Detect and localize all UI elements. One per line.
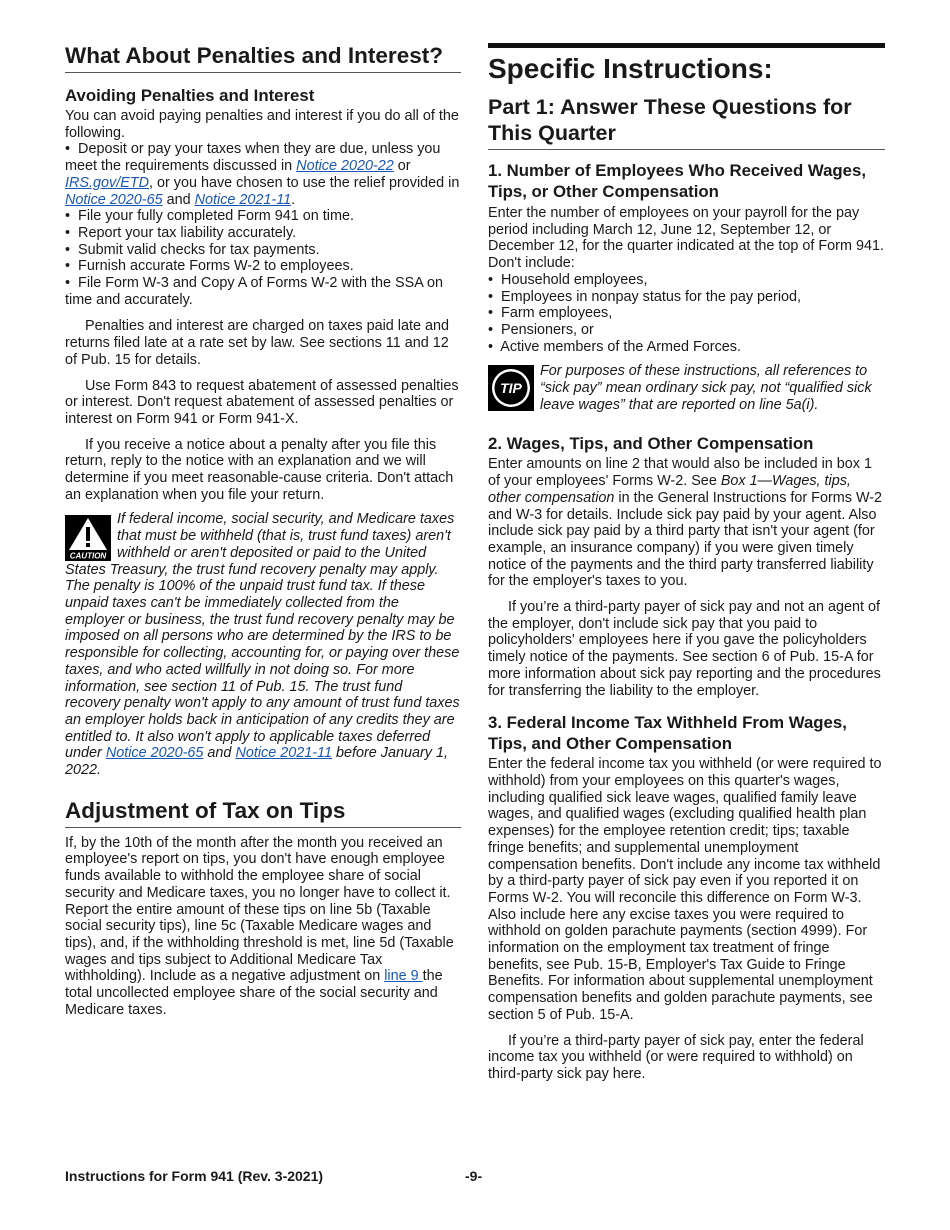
right-column xyxy=(488,40,885,1083)
notice-2021-11-link[interactable]: Notice 2021-11 xyxy=(194,191,292,208)
footer-page-number: -9- xyxy=(465,1168,483,1184)
notice-2021-11-link[interactable]: Notice 2021-11 xyxy=(235,745,332,762)
list-item: • Employees in nonpay status for the pay period, xyxy=(488,288,802,305)
notice-2020-65-link[interactable]: Notice 2020-65 xyxy=(65,191,163,208)
specific-instructions-heading: Specific Instructions: xyxy=(488,53,773,84)
section-3-paragraph: Enter the federal income tax you withheld (or were required to withhold) from your employees on this quarter's wages, including qualified sick leave wages, qualified family leave wages, and qualified wages (excluding qualified health plan expenses) for the employee retention credit; tips; taxable fringe benefits; and supplemental unemployment compensation benefits. Don't include any income tax withheld by a third-party payer of sick pay even if you reported it on Forms W-2. You will reconcile this difference on Form W-3. Also include here any excise taxes you were required to withhold on golden parachute payments (section 4999). For information on the employment tax treatment of fringe benefits, see Pub. 15-B, Employer's Tax Guide to Fringe Benefits. For information about supplemental unemployment compensation benefits and golden parachute payments, see section 5 of Pub. 15-A. xyxy=(488,756,882,1023)
notice-paragraph: If you receive a notice about a penalty after you file this return, reply to the notice with an explanation and we will determine if you meet reasonable-cause criteria. Don't attach an explanation when you file your return. xyxy=(65,436,454,503)
penalties-intro: You can avoid paying penalties and interest if you do all of the following. xyxy=(65,108,459,141)
list-item: • Report your tax liability accurately. xyxy=(65,224,297,241)
abatement-paragraph: Use Form 843 to request abatement of assessed penalties or interest. Don't request abatement of assessed penalties or interest on Form 941 or Form 941-X. xyxy=(65,377,459,427)
footer-form-title: Instructions for Form 941 (Rev. 3-2021) xyxy=(65,1168,324,1184)
exclusions-bullet-list xyxy=(488,272,885,356)
notice-2020-22-link[interactable]: Notice 2020-22 xyxy=(296,158,394,175)
caution-note: CAUTION If federal income, social security, and Medicare taxes that must be withheld (that is, trust fund taxes) aren't withheld or aren't deposited or paid to the United States Treasury, the trust fund recovery penalty may apply. The penalty is 100% of the unpaid trust fund tax. If these unpaid taxes can't be immediately collected from the employer or business, the trust fund recovery penalty may be imposed on all persons who are determined by the IRS to be responsible for collecting, accounting for, or paying over these taxes, and who acted willfully in not doing so. For more information, see section 11 of Pub. 15. The trust fund recovery penalty won't apply to any amount of trust fund taxes an employer holds back in anticipation of any credits they are entitled to. It also won't apply to applicable taxes deferred under Notice 2020-65 and Notice 2021-11 before January 1, 2022. xyxy=(65,511,460,779)
section-1-heading: 1. Number of Employees Who Received Wages, Tips, or Other Compensation xyxy=(488,161,866,201)
tip-note: TIP For purposes of these instructions, all references to “sick pay” mean ordinary sick pay, not “qualified sick leave wages” that are reported on line 5a(i). xyxy=(488,363,885,413)
third-party-sick-pay-paragraph: If you’re a third-party payer of sick pay and not an agent of the employer, don't include sick pay that you paid to policyholders' employees here if you gave the policyholders timely notice of the payments. See section 6 of Pub. 15-A for more information about sick pay reporting and the procedures for transferring the liability to the employer. xyxy=(488,599,881,699)
section-3-heading: 3. Federal Income Tax Withheld From Wages, Tips, and Other Compensation xyxy=(488,713,847,754)
list-item: • Deposit or pay your taxes when they are due, unless you meet the requirements discussed in Notice 2020-22 or IRS.gov/ETD, or you have chosen to use the relief provided in Notice 2020-65 and Notice 2021-11. xyxy=(65,141,460,208)
section-1-paragraph: Enter the number of employees on your payroll for the pay period including March 12, June 12, September 12, or December 12, for the quarter indicated at the top of Form 941. Don't include: xyxy=(488,205,884,272)
list-item: • Pensioners, or xyxy=(488,321,594,338)
list-item: • Farm employees, xyxy=(488,305,613,322)
list-item: • Active members of the Armed Forces. xyxy=(488,338,741,355)
penalties-heading: What About Penalties and Interest? xyxy=(65,42,461,73)
tips-adjustment-heading: Adjustment of Tax on Tips xyxy=(65,797,461,828)
list-item: • File your fully completed Form 941 on time. xyxy=(65,208,354,225)
list-item: • Submit valid checks for tax payments. xyxy=(65,241,320,258)
third-party-withholding-paragraph: If you’re a third-party payer of sick pay, enter the federal income tax you withheld (or were required to withhold) on third-party sick pay here. xyxy=(488,1032,864,1082)
penalties-paragraph: Penalties and interest are charged on taxes paid late and returns filed late at a rate set by law. See sections 11 and 12 of Pub. 15 for details. xyxy=(65,318,450,368)
caution-icon xyxy=(65,515,111,561)
list-item: • Furnish accurate Forms W-2 to employees. xyxy=(65,258,354,275)
tips-adjustment-paragraph: If, by the 10th of the month after the month you received an employee's report on tips, you don't have enough employee funds available to withhold the employee share of social security and Medicare taxes, you no longer have to collect it. Report the entire amount of these tips on line 5b (Taxable social security tips), line 5c (Taxable Medicare wages and tips), and, if the withholding threshold is met, line 5d (Taxable wages and tips subject to Additional Medicare Tax withholding). Include as a negative adjustment on line 9 the total uncollected employee share of the social security and Medicare taxes. xyxy=(65,834,454,1018)
avoiding-penalties-subheading: Avoiding Penalties and Interest xyxy=(65,86,315,105)
irs-etd-link[interactable]: IRS.gov/ETD xyxy=(65,174,149,191)
left-column xyxy=(65,40,461,1018)
section-2-paragraph: Enter amounts on line 2 that would also be included in box 1 of your employees' Forms W-2. See Box 1—Wages, tips, other compensation in the General Instructions for Forms W-2 and W-3 for details. Include sick pay paid by your agent. Also include sick pay paid by a third party that isn't your agent (for example, an insurance company) if you were given timely notice of the payments and the third party transferred liability for the employer's taxes to you. xyxy=(488,456,883,590)
list-item: • Household employees, xyxy=(488,271,648,288)
part-1-heading: Part 1: Answer These Questions for This Quarter xyxy=(488,94,885,150)
caution-label: CAUTION xyxy=(69,551,107,561)
notice-2020-65-link[interactable]: Notice 2020-65 xyxy=(105,745,204,762)
section-2-heading: 2. Wages, Tips, and Other Compensation xyxy=(488,434,814,454)
list-item: • File Form W-3 and Copy A of Forms W-2 with the SSA on time and accurately. xyxy=(65,275,444,308)
tip-label: TIP xyxy=(500,380,522,397)
line-9-link[interactable]: line 9 xyxy=(384,968,423,985)
heavy-rule xyxy=(488,43,885,48)
tip-icon xyxy=(488,365,534,411)
penalties-bullet-list xyxy=(65,141,461,308)
